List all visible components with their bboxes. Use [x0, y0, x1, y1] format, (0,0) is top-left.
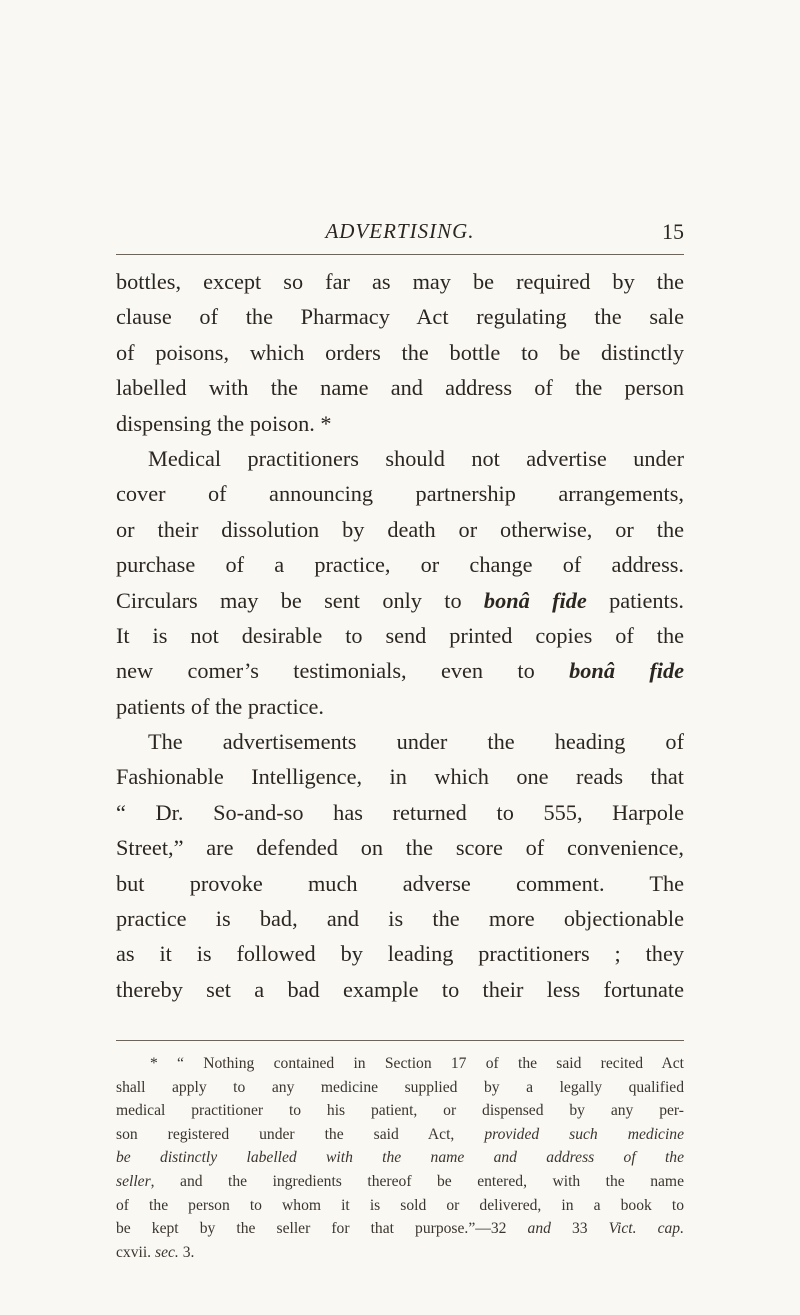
- text-segment: , and the ingredients thereof be entered, with the name: [150, 1172, 684, 1190]
- text-line: dispensing the poison. *: [116, 410, 332, 436]
- footnote-rule: [116, 1040, 684, 1041]
- text-segment: patients.: [609, 587, 684, 613]
- text-line: purchase of a practice, or change of address.: [116, 552, 684, 578]
- text-segment: new comer’s testimonials, even to: [116, 658, 535, 684]
- text-line: of poisons, which orders the bottle to be distinctly: [116, 339, 684, 365]
- italic-phrase: and: [527, 1220, 551, 1238]
- italic-phrase: bonâ fide: [569, 658, 684, 684]
- text-line: clause of the Pharmacy Act regulating the sale: [116, 304, 684, 330]
- paragraph-start: Medical practitioners should not advertise under: [148, 445, 684, 471]
- footnote-line: medical practitioner to his patient, or dispensed by any per-: [116, 1102, 684, 1120]
- paragraph-start: The advertisements under the heading of: [148, 729, 684, 755]
- text-line: cover of announcing partnership arrangements,: [116, 481, 684, 507]
- text-segment: be kept by the seller for that purpose.”—32: [116, 1220, 507, 1238]
- footnote-line: [116, 1241, 684, 1265]
- text-segment: 3.: [182, 1243, 195, 1261]
- text-line: practice is bad, and is the more objectionable: [116, 906, 684, 932]
- text-line: Street,” are defended on the score of convenience,: [116, 835, 684, 861]
- text-line: thereby set a bad example to their less fortunate: [116, 976, 684, 1002]
- text-line: It is not desirable to send printed copies of the: [116, 622, 684, 648]
- italic-phrase: sec.: [155, 1243, 179, 1261]
- footnote-line: [116, 1170, 684, 1194]
- text-segment: son registered under the said Act,: [116, 1125, 455, 1143]
- text-segment: 33: [571, 1220, 588, 1238]
- italic-phrase: seller: [116, 1172, 151, 1190]
- footnote-line: [116, 1217, 684, 1241]
- text-segment: Circulars may be sent only to: [116, 587, 462, 613]
- page-number: 15: [662, 219, 684, 244]
- footnote-line: of the person to whom it is sold or delivered, in a book to: [116, 1196, 684, 1214]
- text-line: as it is followed by leading practitioners ; they: [116, 941, 684, 967]
- text-line: but provoke much adverse comment. The: [116, 870, 684, 896]
- italic-phrase: Vict. cap.: [608, 1220, 684, 1238]
- italic-phrase: be distinctly labelled with the name and address of the: [116, 1149, 684, 1167]
- text-line: Fashionable Intelligence, in which one reads that: [116, 764, 684, 790]
- italic-phrase: provided such medicine: [484, 1125, 684, 1143]
- body-text: [116, 264, 684, 1007]
- text-line: [116, 653, 684, 688]
- text-line: [116, 583, 684, 618]
- running-title: ADVERTISING.: [325, 219, 475, 243]
- header-rule: [116, 254, 684, 255]
- text-line: bottles, except so far as may be required by the: [116, 269, 684, 294]
- footnote-line: [116, 1146, 684, 1170]
- footnote-line: * “ Nothing contained in Section 17 of the said recited Act: [150, 1055, 684, 1072]
- page-header: [116, 219, 684, 251]
- text-segment: cxvii.: [116, 1243, 152, 1261]
- italic-phrase: bonâ fide: [483, 587, 587, 613]
- footnote-line: shall apply to any medicine supplied by a legally qualified: [116, 1078, 684, 1096]
- footnote: [116, 1052, 684, 1264]
- text-line: labelled with the name and address of the person: [116, 375, 684, 401]
- text-line: or their dissolution by death or otherwise, or the: [116, 516, 684, 542]
- text-line: patients of the practice.: [116, 693, 325, 719]
- text-line: “ Dr. So-and-so has returned to 555, Harpole: [116, 799, 684, 825]
- footnote-line: [116, 1123, 684, 1147]
